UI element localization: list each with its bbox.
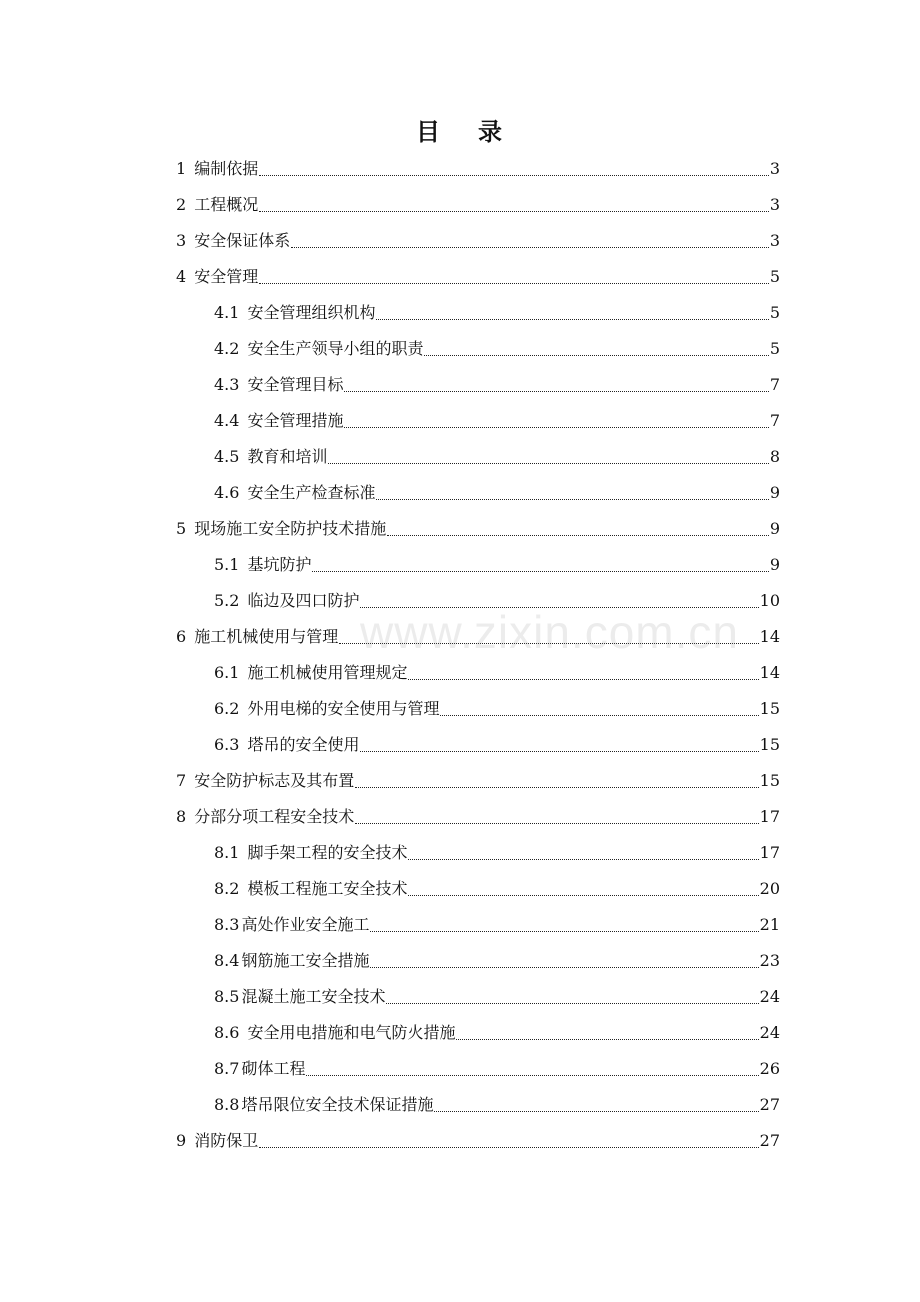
toc-page-number: 14 (759, 627, 780, 646)
toc-entry-text: 安全生产检查标准 (247, 483, 376, 502)
toc-entry-number: 8.4 (214, 951, 240, 970)
toc-dot-leader (291, 233, 769, 248)
toc-page-number: 27 (759, 1095, 780, 1114)
toc-entry-text: 消防保卫 (194, 1131, 259, 1150)
toc-page-number: 14 (759, 663, 780, 682)
toc-entry-text: 临边及四口防护 (247, 591, 360, 610)
toc-entry[interactable] (214, 475, 780, 511)
toc-entry-label (176, 627, 338, 647)
toc-page-number: 8 (769, 447, 780, 466)
toc-page-number: 3 (769, 159, 780, 178)
toc-entry-label (214, 1023, 455, 1043)
toc-page-number: 3 (769, 195, 780, 214)
toc-entry-number: 8.8 (214, 1095, 240, 1114)
toc-entry-number: 3 (176, 231, 187, 250)
toc-entry-text: 混凝土施工安全技术 (241, 987, 386, 1006)
toc-page-number: 10 (759, 591, 780, 610)
toc-entry[interactable] (214, 907, 780, 943)
toc-entry-label (214, 303, 375, 323)
toc-entry-label (214, 951, 369, 971)
toc-entry[interactable] (214, 727, 780, 763)
toc-entry[interactable] (214, 439, 780, 475)
toc-dot-leader (344, 413, 768, 428)
toc-title-char-1: 目 (416, 117, 442, 146)
toc-entry-label (214, 843, 407, 863)
toc-entry-number: 6.2 (214, 699, 240, 718)
toc-entry[interactable] (214, 979, 780, 1015)
toc-entry[interactable] (176, 799, 780, 835)
toc-entry-number: 5 (176, 519, 187, 538)
toc-entry-text: 分部分项工程安全技术 (194, 807, 355, 826)
toc-entry-label (176, 267, 258, 287)
toc-page-number: 9 (769, 483, 780, 502)
toc-dot-leader (306, 1061, 758, 1076)
toc-entry-text: 安全管理 (194, 267, 259, 286)
toc-entry-text: 塔吊的安全使用 (247, 735, 360, 754)
toc-entry[interactable] (214, 835, 780, 871)
toc-page-number: 15 (759, 771, 780, 790)
toc-page-number: 17 (759, 807, 780, 826)
toc-entry-label (176, 195, 258, 215)
toc-entry-text: 安全管理措施 (247, 411, 344, 430)
toc-page-number: 27 (759, 1131, 780, 1150)
toc-entry-label (176, 771, 354, 791)
toc-entry-number: 5.2 (214, 591, 240, 610)
toc-dot-leader (408, 665, 758, 680)
toc-entry[interactable] (214, 1015, 780, 1051)
toc-dot-leader (408, 845, 758, 860)
toc-entry-number: 4.5 (214, 447, 240, 466)
toc-entry[interactable] (214, 1051, 780, 1087)
toc-entry-label (214, 987, 385, 1007)
toc-entry[interactable] (214, 583, 780, 619)
toc-entry-text: 现场施工安全防护技术措施 (194, 519, 387, 538)
toc-entry[interactable] (176, 259, 780, 295)
toc-entry-label (176, 159, 258, 179)
toc-dot-leader (424, 341, 768, 356)
toc-entry-label (214, 483, 375, 503)
toc-entry-number: 4.6 (214, 483, 240, 502)
toc-page-number: 5 (769, 339, 780, 358)
toc-entry-number: 8.5 (214, 987, 240, 1006)
toc-entry-text: 安全生产领导小组的职责 (247, 339, 424, 358)
toc-dot-leader (408, 881, 758, 896)
toc-entry-number: 8.1 (214, 843, 240, 862)
toc-entry-number: 8.6 (214, 1023, 240, 1042)
toc-entry-text: 编制依据 (194, 159, 259, 178)
toc-page-number: 17 (759, 843, 780, 862)
toc-entry-label (214, 339, 423, 359)
toc-entry-label (214, 1059, 305, 1079)
toc-entry-number: 7 (176, 771, 187, 790)
toc-entry[interactable] (176, 763, 780, 799)
toc-dot-leader (259, 1133, 758, 1148)
toc-entry[interactable] (214, 547, 780, 583)
toc-entry-text: 外用电梯的安全使用与管理 (247, 699, 440, 718)
toc-entry[interactable] (214, 403, 780, 439)
toc-page-number: 24 (759, 987, 780, 1006)
toc-entry-number: 6 (176, 627, 187, 646)
toc-entry-text: 安全防护标志及其布置 (194, 771, 355, 790)
toc-entry[interactable] (214, 871, 780, 907)
toc-entry-number: 6.3 (214, 735, 240, 754)
toc-entry-number: 9 (176, 1131, 187, 1150)
toc-entry-label (176, 519, 386, 539)
toc-page-number: 26 (759, 1059, 780, 1078)
toc-entry[interactable] (214, 295, 780, 331)
toc-entry-text: 安全保证体系 (194, 231, 291, 250)
toc-page-number: 7 (769, 411, 780, 430)
toc-entry-text: 施工机械使用与管理 (194, 627, 339, 646)
toc-title-char-2: 录 (478, 117, 504, 146)
toc-entry[interactable] (176, 1123, 780, 1159)
toc-page-number: 15 (759, 699, 780, 718)
toc-page-number: 7 (769, 375, 780, 394)
toc-entry-number: 4.4 (214, 411, 240, 430)
toc-dot-leader (355, 809, 758, 824)
toc-entry[interactable] (214, 367, 780, 403)
toc-entry-label (214, 699, 439, 719)
toc-entry-text: 工程概况 (194, 195, 259, 214)
toc-entry-text: 钢筋施工安全措施 (241, 951, 370, 970)
toc-page-number: 9 (769, 555, 780, 574)
toc-entry-label (214, 447, 327, 467)
toc-page-number: 9 (769, 519, 780, 538)
toc-entry-label (214, 1095, 433, 1115)
toc-entry-text: 模板工程施工安全技术 (247, 879, 408, 898)
toc-dot-leader (360, 737, 758, 752)
toc-entry[interactable] (176, 151, 780, 187)
toc-dot-leader (344, 377, 768, 392)
toc-entry[interactable] (214, 943, 780, 979)
toc-entry[interactable] (176, 223, 780, 259)
toc-dot-leader (386, 989, 758, 1004)
toc-entry-number: 8 (176, 807, 187, 826)
toc-entry-text: 安全用电措施和电气防火措施 (247, 1023, 456, 1042)
toc-entry-label (214, 663, 407, 683)
toc-entry-label (214, 375, 343, 395)
toc-entry-label (214, 555, 311, 575)
toc-entry-text: 安全管理组织机构 (247, 303, 376, 322)
toc-entry-label (214, 411, 343, 431)
toc-page-number: 5 (769, 267, 780, 286)
toc-dot-leader (259, 269, 769, 284)
toc-entry-number: 4.2 (214, 339, 240, 358)
toc-dot-leader (370, 917, 758, 932)
toc-entry-number: 4 (176, 267, 187, 286)
toc-entry-text: 基坑防护 (247, 555, 312, 574)
toc-dot-leader (360, 593, 758, 608)
watermark: www.zixin.com.cn (360, 606, 739, 658)
toc-entry-label (176, 1131, 258, 1151)
toc-dot-leader (376, 485, 768, 500)
toc-page-number: 24 (759, 1023, 780, 1042)
toc-dot-leader (434, 1097, 758, 1112)
toc-entry-label (176, 807, 354, 827)
toc-entry-label (214, 915, 369, 935)
toc-entry-text: 高处作业安全施工 (241, 915, 370, 934)
toc-entry-text: 安全管理目标 (247, 375, 344, 394)
toc-entry[interactable] (214, 331, 780, 367)
toc-page-number: 23 (759, 951, 780, 970)
toc-entry[interactable] (214, 1087, 780, 1123)
toc-dot-leader (328, 449, 768, 464)
toc-entry-label (214, 879, 407, 899)
toc-page-number: 3 (769, 231, 780, 250)
toc-page-number: 20 (759, 879, 780, 898)
toc-entry[interactable] (176, 619, 780, 655)
toc-entry-number: 2 (176, 195, 187, 214)
toc-page-number: 15 (759, 735, 780, 754)
toc-dot-leader (259, 197, 769, 212)
toc-entry-label (214, 591, 359, 611)
toc-dot-leader (339, 629, 758, 644)
toc-dot-leader (370, 953, 758, 968)
toc-entry-text: 教育和培训 (247, 447, 328, 466)
toc-entry-label (176, 231, 290, 251)
toc-entry-number: 4.1 (214, 303, 240, 322)
toc-entry[interactable] (176, 187, 780, 223)
toc-page-number: 21 (759, 915, 780, 934)
toc-dot-leader (355, 773, 758, 788)
toc-title (0, 112, 920, 147)
toc-dot-leader (456, 1025, 758, 1040)
toc-entry-number: 8.7 (214, 1059, 240, 1078)
toc-dot-leader (440, 701, 758, 716)
toc-entry-label (214, 735, 359, 755)
toc-dot-leader (376, 305, 768, 320)
toc-dot-leader (259, 161, 769, 176)
toc-entry-number: 8.2 (214, 879, 240, 898)
toc-entry-number: 1 (176, 159, 187, 178)
toc-entry-number: 6.1 (214, 663, 240, 682)
toc-entry-number: 5.1 (214, 555, 240, 574)
toc-entry[interactable] (176, 511, 780, 547)
toc-dot-leader (312, 557, 768, 572)
toc-entry-number: 8.3 (214, 915, 240, 934)
toc-entry-text: 砌体工程 (241, 1059, 306, 1078)
toc-dot-leader (387, 521, 769, 536)
toc-entry[interactable] (214, 655, 780, 691)
toc-entry-number: 4.3 (214, 375, 240, 394)
toc-entry-text: 脚手架工程的安全技术 (247, 843, 408, 862)
toc-entry-text: 塔吊限位安全技术保证措施 (241, 1095, 434, 1114)
toc-entry[interactable] (214, 691, 780, 727)
toc-entry-text: 施工机械使用管理规定 (247, 663, 408, 682)
toc-page-number: 5 (769, 303, 780, 322)
